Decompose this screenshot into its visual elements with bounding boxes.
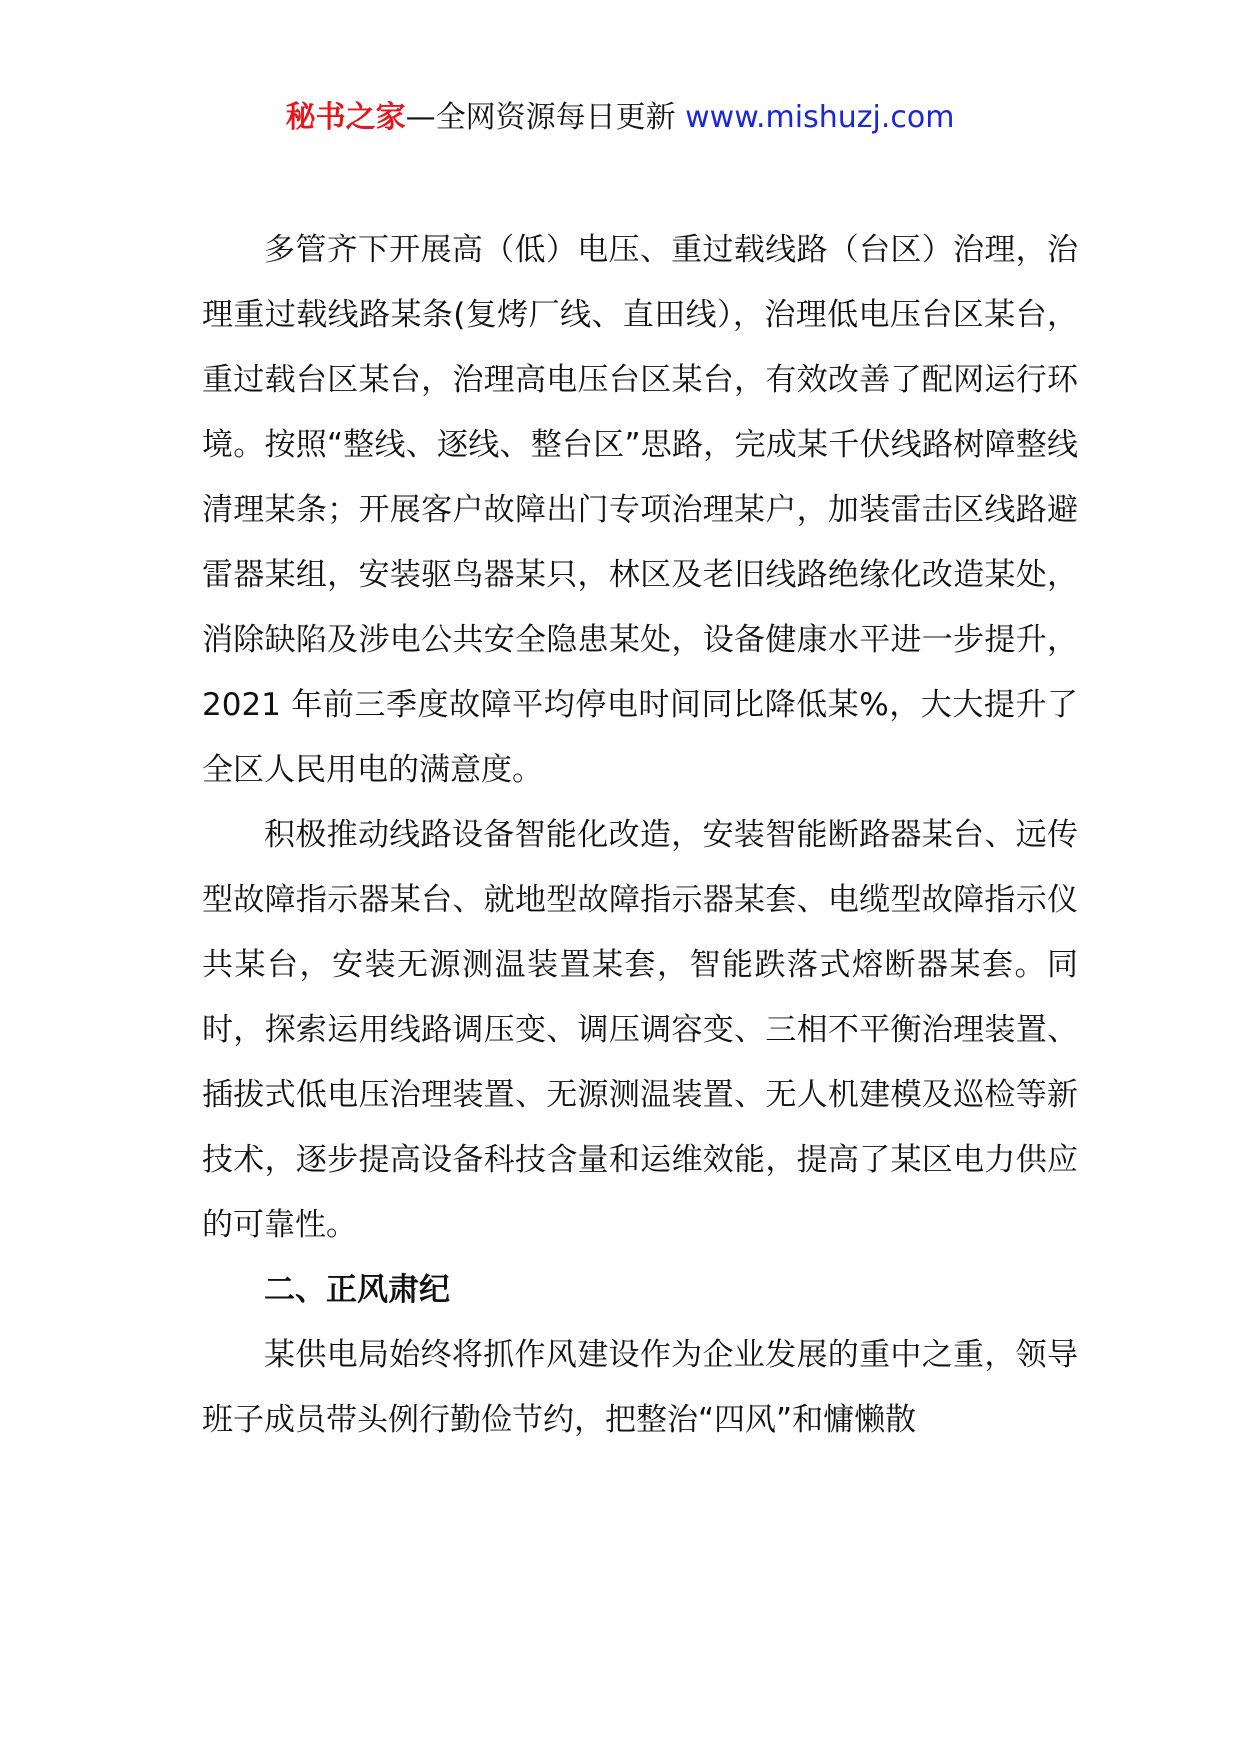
site-brand: 秘书之家 [285, 100, 406, 135]
document-body [202, 218, 1078, 1453]
site-url-link[interactable]: www.mishuzj.com [685, 100, 955, 135]
paragraph-line-rectification: 多管齐下开展高（低）电压、重过载线路（台区）治理，治理重过载线路某条(复烤厂线、直田线），治理低电压台区某台，重过载台区某台，治理高电压台区某台，有效改善了配网运行环境。按照“整线、逐线、整台区”思路，完成某千伏线路树障整线清理某条；开展客户故障出门专项治理某户，加装雷击区线路避雷器某组，安装驱鸟器某只，林区及老旧线路绝缘化改造某处，消除缺陷及涉电公共安全隐患某处，设备健康水平进一步提升，2021 年前三季度故障平均停电时间同比降低某%，大大提升了全区人民用电的满意度。 [202, 232, 1078, 788]
site-tagline: —全网资源每日更新 [405, 100, 676, 135]
paragraph-work-style: 某供电局始终将抓作风建设作为企业发展的重中之重，领导班子成员带头例行勤俭节约，把整治“四风”和慵懒散 [202, 1337, 1078, 1438]
paragraph-smart-upgrade: 积极推动线路设备智能化改造，安装智能断路器某台、远传型故障指示器某台、就地型故障指示器某套、电缆型故障指示仪共某台，安装无源测温装置某套，智能跌落式熔断器某套。同时，探索运用线路调压变、调压调容变、三相不平衡治理装置、插拔式低电压治理装置、无源测温装置、无人机建模及巡检等新技术，逐步提高设备科技含量和运维效能，提高了某区电力供应的可靠性。 [202, 817, 1078, 1243]
page-header [0, 98, 1240, 138]
section-heading: 二、正风肃纪 [264, 1272, 450, 1308]
